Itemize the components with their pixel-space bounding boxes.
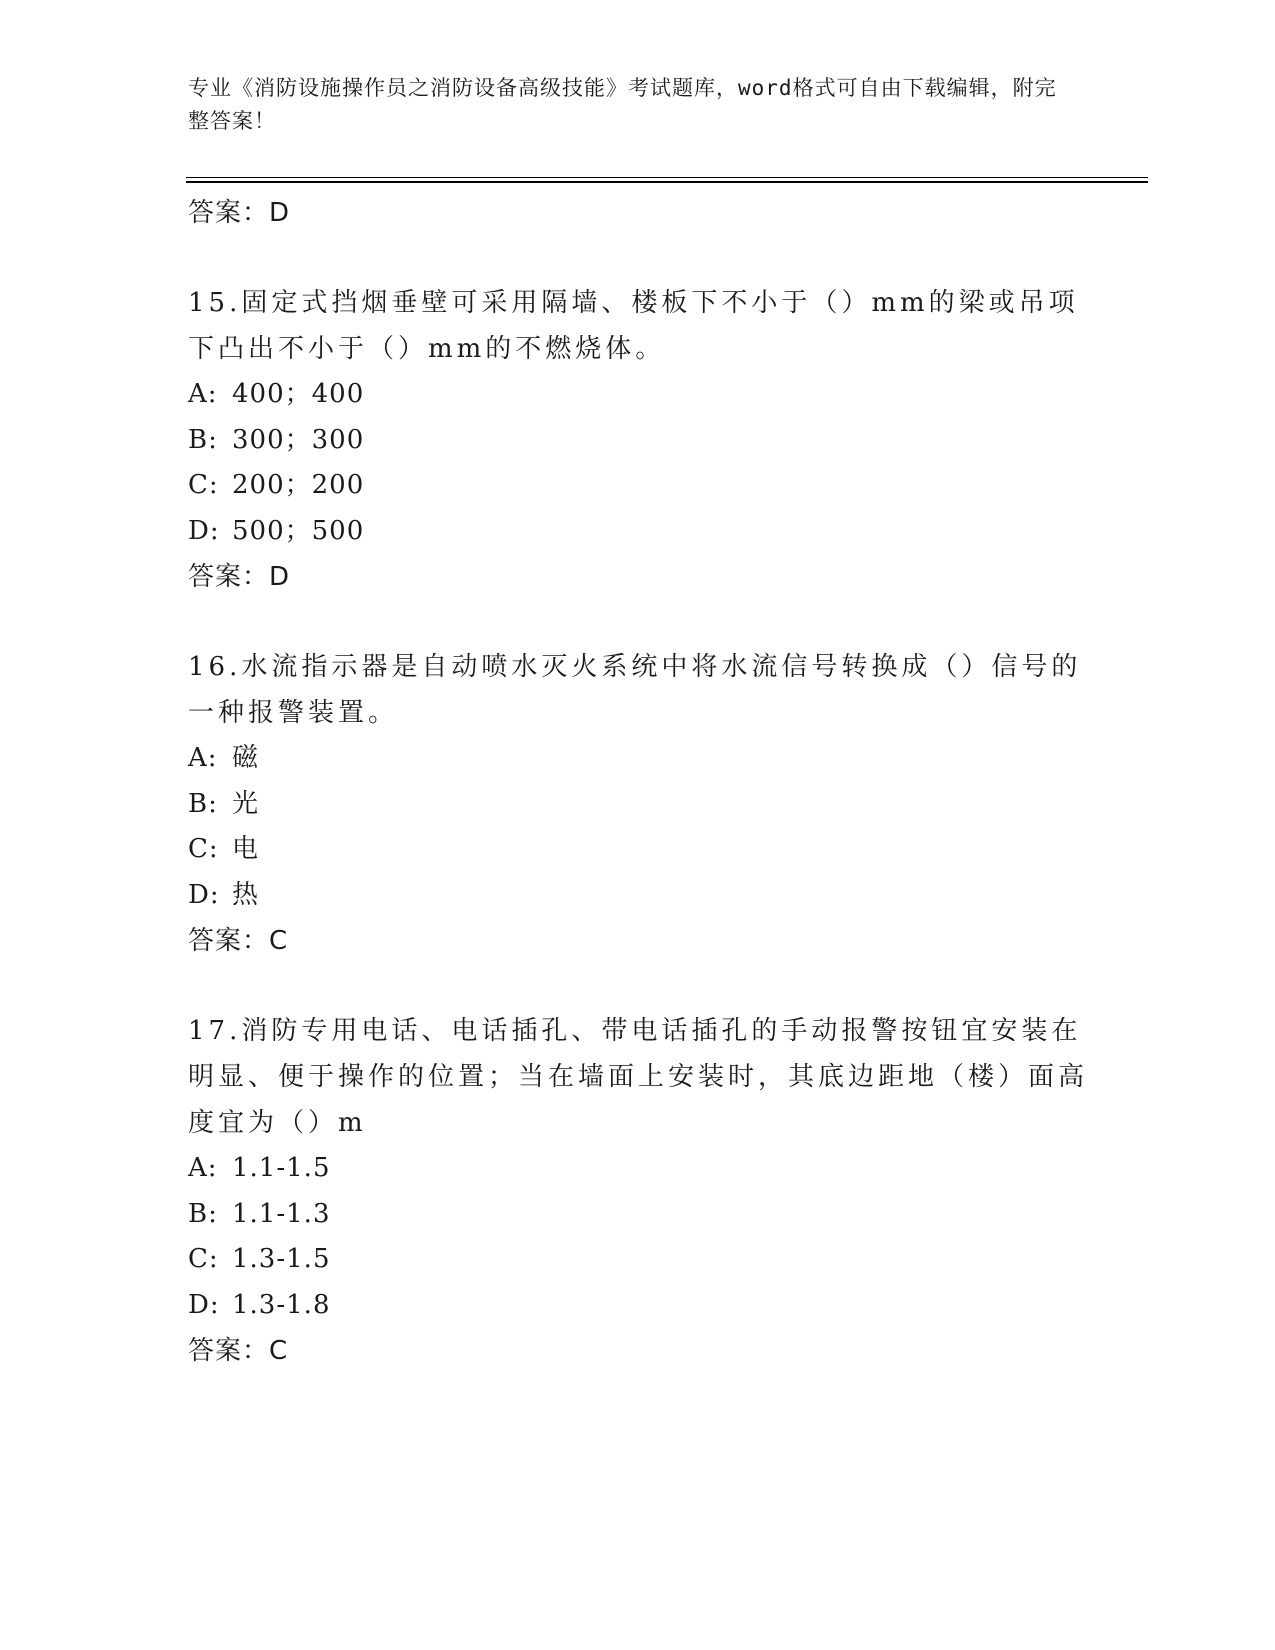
option-text: 1.3-1.8 — [232, 1289, 331, 1320]
option-key: A: — [188, 379, 218, 409]
option-a — [188, 1146, 1088, 1192]
option-c — [188, 827, 1088, 873]
option-text: 1.3-1.5 — [232, 1244, 331, 1274]
option-c — [188, 463, 1088, 509]
header-rule-thin — [186, 177, 1148, 178]
option-b — [188, 1192, 1088, 1238]
option-key: C: — [188, 1244, 219, 1274]
question-item — [188, 644, 1088, 964]
option-text: 磁 — [232, 743, 260, 773]
option-text: 200；200 — [232, 470, 365, 500]
question-list — [188, 190, 1088, 1374]
answer-line: 答案：C — [188, 1336, 289, 1366]
option-key: D: — [188, 879, 220, 910]
option-text: 400；400 — [232, 379, 365, 409]
option-text: 300；300 — [232, 424, 365, 455]
option-a — [188, 736, 1088, 782]
question-stem: 15.固定式挡烟垂壁可采用隔墙、楼板下不小于（）mm的梁或吊项下凸出不小于（）mm的不燃烧体。 — [188, 288, 1079, 364]
answer-line: 答案：C — [188, 926, 289, 956]
answer-line: 答案：D — [188, 562, 291, 592]
answer-line: 答案：D — [188, 198, 291, 228]
document-header: 专业《消防设施操作员之消防设备高级技能》考试题库，word格式可自由下载编辑，附完整答案！ — [188, 76, 1057, 133]
question-item — [188, 280, 1088, 600]
option-b — [188, 418, 1088, 464]
option-c — [188, 1237, 1088, 1283]
option-a — [188, 372, 1088, 418]
option-d — [188, 1283, 1088, 1329]
option-text: 光 — [232, 788, 260, 819]
question-stem: 17.消防专用电话、电话插孔、带电话插孔的手动报警按钮宜安装在明显、便于操作的位置；当在墙面上安装时，其底边距地（楼）面高度宜为（）m — [188, 1016, 1089, 1138]
header-rule-thick — [186, 181, 1148, 183]
option-key: A: — [188, 743, 218, 773]
option-key: B: — [188, 1198, 218, 1229]
option-text: 电 — [232, 834, 260, 864]
option-d — [188, 873, 1088, 919]
option-text: 热 — [232, 879, 260, 910]
option-key: A: — [188, 1153, 218, 1183]
option-d — [188, 509, 1088, 555]
option-key: B: — [188, 788, 218, 819]
option-key: C: — [188, 470, 219, 500]
option-key: D: — [188, 1289, 220, 1320]
option-b — [188, 782, 1088, 828]
option-key: B: — [188, 424, 218, 455]
option-text: 500；500 — [232, 515, 365, 546]
question-stem: 16.水流指示器是自动喷水灭火系统中将水流信号转换成（）信号的一种报警装置。 — [188, 652, 1082, 728]
option-key: D: — [188, 515, 220, 546]
option-text: 1.1-1.3 — [232, 1198, 331, 1229]
option-text: 1.1-1.5 — [232, 1153, 331, 1183]
option-key: C: — [188, 834, 219, 864]
question-item — [188, 1008, 1088, 1374]
